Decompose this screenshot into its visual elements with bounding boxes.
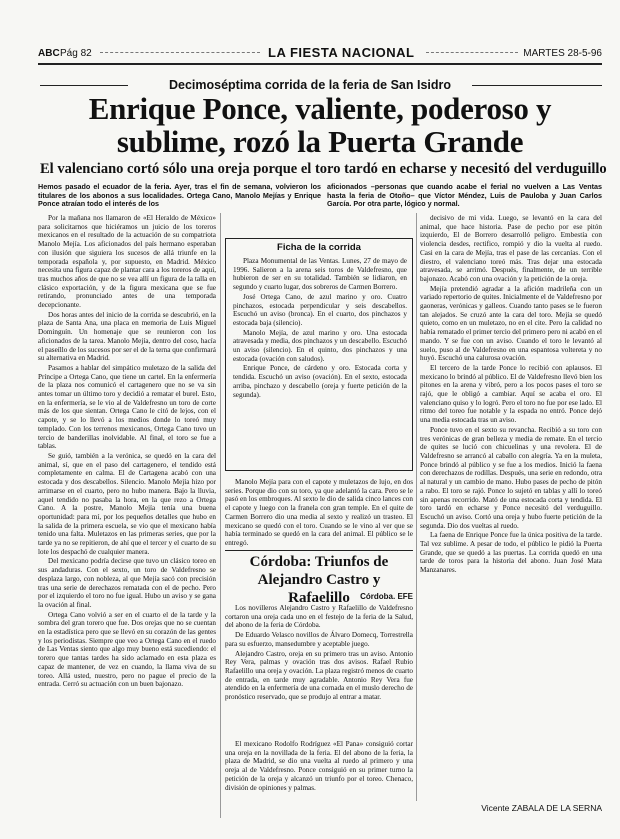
body-paragraph: Se guió, también a la verónica, se quedó en la cara del animal, sí, que en el paso del cartagenero, el tendido está completamente en calma. El de Cartagena acabó con una estocada y dos descabellos. Silencio. Manolo Mejía hizo por arrimarse en el cuarto, pero no hubo manera. Bajo la lluvia, aquel tendido no pasaba la hora, en la que rezo a Ortega Cano. A la postre, Manolo Mejía tenía una buena oportunidad: para mí, por los pequeños detalles que hubo en la salida de la primera escuela, se vio que el mexicano había tenido una falta. Muletazos en las primeras series, que por la tarde ya no se repitieron, de ahí que el tercer y el cuarto de su lote los despachó de cualquier manera.	[38, 451, 216, 556]
body-column-right	[420, 214, 602, 800]
kicker: Decimoséptima corrida de la feria de San Isidro	[168, 78, 452, 92]
fact-paragraph: José Ortega Cano, de azul marino y oro. Cuatro pinchazos, estocada perpendicular y seis descabellos. Escuchó un aviso (bronca). En el cuarto, dos pinchazos y estocada baja (silencio).	[233, 292, 407, 327]
fact-box	[225, 238, 413, 471]
fact-paragraph: Plaza Monumental de las Ventas. Lunes, 27 de mayo de 1996. Salieron a la arena seis toros de Valdefresno, que hubieron de ser en su totalidad. También se lidiaron, en segundo y cuarto lugar, dos sobreros de Carmen Borrero.	[233, 257, 407, 292]
column-divider-2	[416, 213, 417, 801]
body-paragraph: Ponce tuvo en el sexto su revancha. Recibió a su toro con tres verónicas de gran belleza y media de remate. En el tercio de quites se lució con chicuelinas y una revolera. El de Valdefresno se arrancó al caballo con alegría. Ya en la muleta, Ponce brindó al público y se fue a los medios. Inició la faena con derechazos de rodillas. Después, una serie en redondo, otra al natural y un cambio de mano. Hubo pases de pecho de pitón a rabo. El toro se rajó. Ponce lo sujetó en tablas y allí lo toreó sin apenas recorrido. Mató de una estocada corta y tendida. El toro tardó en echarse y Ponce necesitó del verduguillo. Escuchó un aviso. Cortó una oreja y hubo fuerte petición de la segunda. Dio dos vueltas al ruedo.	[420, 425, 602, 530]
lead-paragraph-right: aficionados –personas que cuando acabe el ferial no vuelven a Las Ventas hasta la feria de Otoño– que Víctor Méndez, Luis de Pauloba y Juan Carlos García. Por otra parte, lógico y normal.	[327, 182, 602, 209]
running-header	[38, 46, 602, 62]
body-column-left	[38, 214, 216, 834]
body-paragraph: decisivo de mi vida. Luego, se levantó en la cara del animal, que hace historia. Pase de pecho por ese pitón izquierdo, El de Borrero desarrolló peligro. Embestía con violencia desdes, rectifico, rompió y dio la vuelta al ruedo. Casi en la cara de Mejía, tras el pase de las cercanías. Con el diestro, el valenciano toreó más. Tras dejar una estocada atravesada, se arrimó. Después, finalmente, de un terrible bajonazo. Acabó con una ovación y la petición de la oreja.	[420, 214, 602, 283]
lead-paragraph-left: Hemos pasado el ecuador de la feria. Ayer, tras el fin de semana, volvieron los titulares de los abonos a sus localidades. Ortega Cano, Manolo Mejías y Enrique Ponce atraían todo el interés de los	[38, 182, 321, 209]
body-paragraph: De Eduardo Velasco novillos de Álvaro Domecq, Torrestrella para su esfuerzo, mansedumbre y aceptable juego.	[225, 631, 413, 648]
body-paragraph: Ortega Cano volvió a ser en el cuarto el de la tarde y la sombra del gran torero que fue. Dos orejas que no se cuentan en la estadística pero que se llevó en su corazón de las gentes y los periodistas. Siempre que veo a Ortega Cano en el ruedo de Las Ventas siento que algo muy bueno está sucediendo: el torero que tantas tardes ha sido aclamado en esta plaza es capaz de mantener, de vez en cuando, la llama viva de su toreo. Allá usted, nuestro, pero no pague el precio de la entrada. Cerró su actuación con un buen bajonazo.	[38, 610, 216, 689]
subheadline: El valenciano cortó sólo una oreja porque el toro tardó en echarse y necesitó del verduguillo	[40, 161, 607, 177]
body-paragraph: Por la mañana nos llamaron de «El Heraldo de México» para solicitarnos que hiciéramos un juicio de los toreros mexicanos en el resultado de la actuación de su compatriota Manolo Mejía. Los aficionados del país hermano esperaban con ilusión que siguiera los sucesos de allá triunfe en la temporada española y, por supuesto, en Madrid. México necesita una figura capaz de plantar cara a los toreros de aquí, tras muchos años de que no se vea allí un figura de la talla en clásico exportación, y de la figura mexicana que se fue retirando, pronunciado antes de una temporada decepcionante.	[38, 214, 216, 310]
byline: Vicente ZABALA DE LA SERNA	[481, 803, 602, 813]
body-paragraph: El tercero de la tarde Ponce lo recibió con aplausos. El mexicano lo brindó al público. El de Valdefresno llevó bien los pitones en la arena y vibró, pero a los pocos pases el toro se rajó, que le obligó a cambiar. Aquí se acaba el oro. El valenciano quiso y lo logró. Pero el toro no fue por ese lado. El ritmo del toreo fue notable y la espada no entró. Ponce dejó una media estocada tras un aviso.	[420, 363, 602, 425]
body-paragraph: Los novilleros Alejandro Castro y Rafaelillo de Valdefresno cortaron una oreja cada uno en el festejo de la feria de la Salud, del abono de la feria de Córdoba.	[225, 604, 413, 630]
cordoba-note	[225, 740, 413, 830]
header-dashes-left	[100, 52, 260, 53]
body-paragraph: El mexicano Rodolfo Rodríguez «El Pana» consiguió cortar una oreja en la novillada de la feria. El del abono de la feria, la plaza de Madrid, se dio una vuelta al ruedo al primero y una oreja al de Valdefresno. Ponce consiguió en su primer turno la petición de la oreja y alcanzó un triunfo por el toreo. Chenaco, división de opiniones y palmas.	[225, 740, 413, 792]
kicker-rule-right	[472, 85, 602, 86]
page-number: Pág 82	[60, 48, 92, 59]
fact-box-title: Ficha de la corrida	[277, 242, 361, 253]
column-divider-1	[220, 213, 221, 818]
issue-date: MARTES 28-5-96	[523, 48, 602, 59]
header-dashes-right	[426, 52, 518, 53]
fact-paragraph: Manolo Mejía, de azul marino y oro. Una estocada atravesada y media, dos pinchazos y un descabello. Escuchó un aviso (silencio). En el quinto, dos pinchazos y una estocada (ovación con saludos).	[233, 328, 407, 363]
fact-box-body	[233, 257, 407, 467]
cordoba-title: Córdoba: Triunfos de Alejandro Castro y Rafaelillo	[249, 554, 389, 606]
body-paragraph: Del mexicano podría decirse que tuvo un clásico toreo en sus andaduras. Con el sexto, un toro de Valdefresno se desplaza largo, con nobleza, al que Mejía sacó con precisión tras una serie de derechazos rematada con el de pecho. Pero por el izquierdo el toro no fue igual. Hubo un aviso y se gana la ovación al final.	[38, 557, 216, 609]
headline: Enrique Ponce, valiente, poderoso y sublime, rozó la Puerta Grande	[88, 91, 552, 159]
section-title: LA FIESTA NACIONAL	[268, 45, 415, 60]
body-paragraph: Mejía pretendió agradar a la afición madrileña con un variado repertorio de quites. Inicialmente el de Valdefresno por gaoneras, verónicas y galleos. Cuando tanto pases se le fueron tan alejados. Se cruzó ante la cara del toro. Mejía se quedó quieto, como en un muletazo, no en el cite. Pero la calidad no había rematado el primer tercio del primero pero ni acabó en el mando. Y se fue con un aviso. Cuando el toro le levantó al suelo, puso al de Valdefresno en una espantosa voltereta y no huyó. Escuchó una calurosa ovación.	[420, 284, 602, 363]
header-rule	[38, 63, 602, 65]
brand-name: ABC	[38, 48, 60, 59]
center-column-text	[225, 478, 413, 548]
cordoba-dateline: Córdoba. EFE	[360, 592, 413, 601]
cordoba-body	[225, 604, 413, 736]
fact-paragraph: Enrique Ponce, de cárdeno y oro. Estocada corta y tendida. Escuchó un aviso (ovación). En el sexto, estocada arriba, pinchazo y descabello (oreja y fuerte petición de la segunda).	[233, 364, 407, 399]
body-paragraph: Manolo Mejía para con el capote y muletazos de lujo, en dos series. Porque dio con su toro, ya que adelantó la cara. Pero se le pasó en los embroques. Al sexto le dio de salida cinco lances con el capote y luego con la franela con gran temple. En el quite de Carmen Borrero dio una media al sexto y realizó un trasteo. El mexicano se quedó con el toro. Cuando se le vino al ver que se había terminado se quedó en la cara del animal. El público se le entregó.	[225, 478, 413, 547]
body-paragraph: Alejandro Castro, oreja en su primero tras un aviso. Antonio Rey Vera, palmas y ovación tras dos avisos. Rafael Rubio Rafaelillo una oreja y ovación. La plaza registró menos de cuarto de entrada, en tarde muy agradable. Antonio Rey Vera fue atendido en la enfermería de una cornada en el muslo derecho de pronóstico reservado, que se produjo al entrar a matar.	[225, 649, 413, 702]
cordoba-rule	[225, 550, 413, 551]
body-paragraph: Pasamos a hablar del simpático muletazo de la salida del Príncipe a Ortega Cano, que tiene un cartel. En la enfermería de la plaza nos comunicó el cartagenero que no se va sin antes tomar un último toro y decidió a rematar el burel. Esto, en la enfermería, se le vio al de Valdefresno un toro de corte más de los que sientan. Ortega Cano le citó de lejos, con el capote, y se lo llevó a los medios donde lo toreó muy templado. Con los terrenos mexicanos, Ortega Cano tuvo un tercio de banderillas inolvidable. Al final, el toro se fue a tablas.	[38, 363, 216, 451]
body-paragraph: Dos horas antes del inicio de la corrida se descubrió, en la plaza de Santa Ana, una placa en memoria de Luis Miguel Dominguín. Un homenaje que se reunieron con los aficionados de la tarea. Manolo Mejía, dentro del coso, hacía el paseíllo de los sucesos por ser el de la terna que confirmará su alternativa en Madrid.	[38, 310, 216, 363]
body-paragraph: La faena de Enrique Ponce fue la única positiva de la tarde. Tal vez sublime. A pesar de todo, el público le pidió la Puerta Grande, que se quedó a las puertas. La corrida quedó en una tarde de toros para la historia del abono. Juan José Mata Manzanares.	[420, 531, 602, 575]
